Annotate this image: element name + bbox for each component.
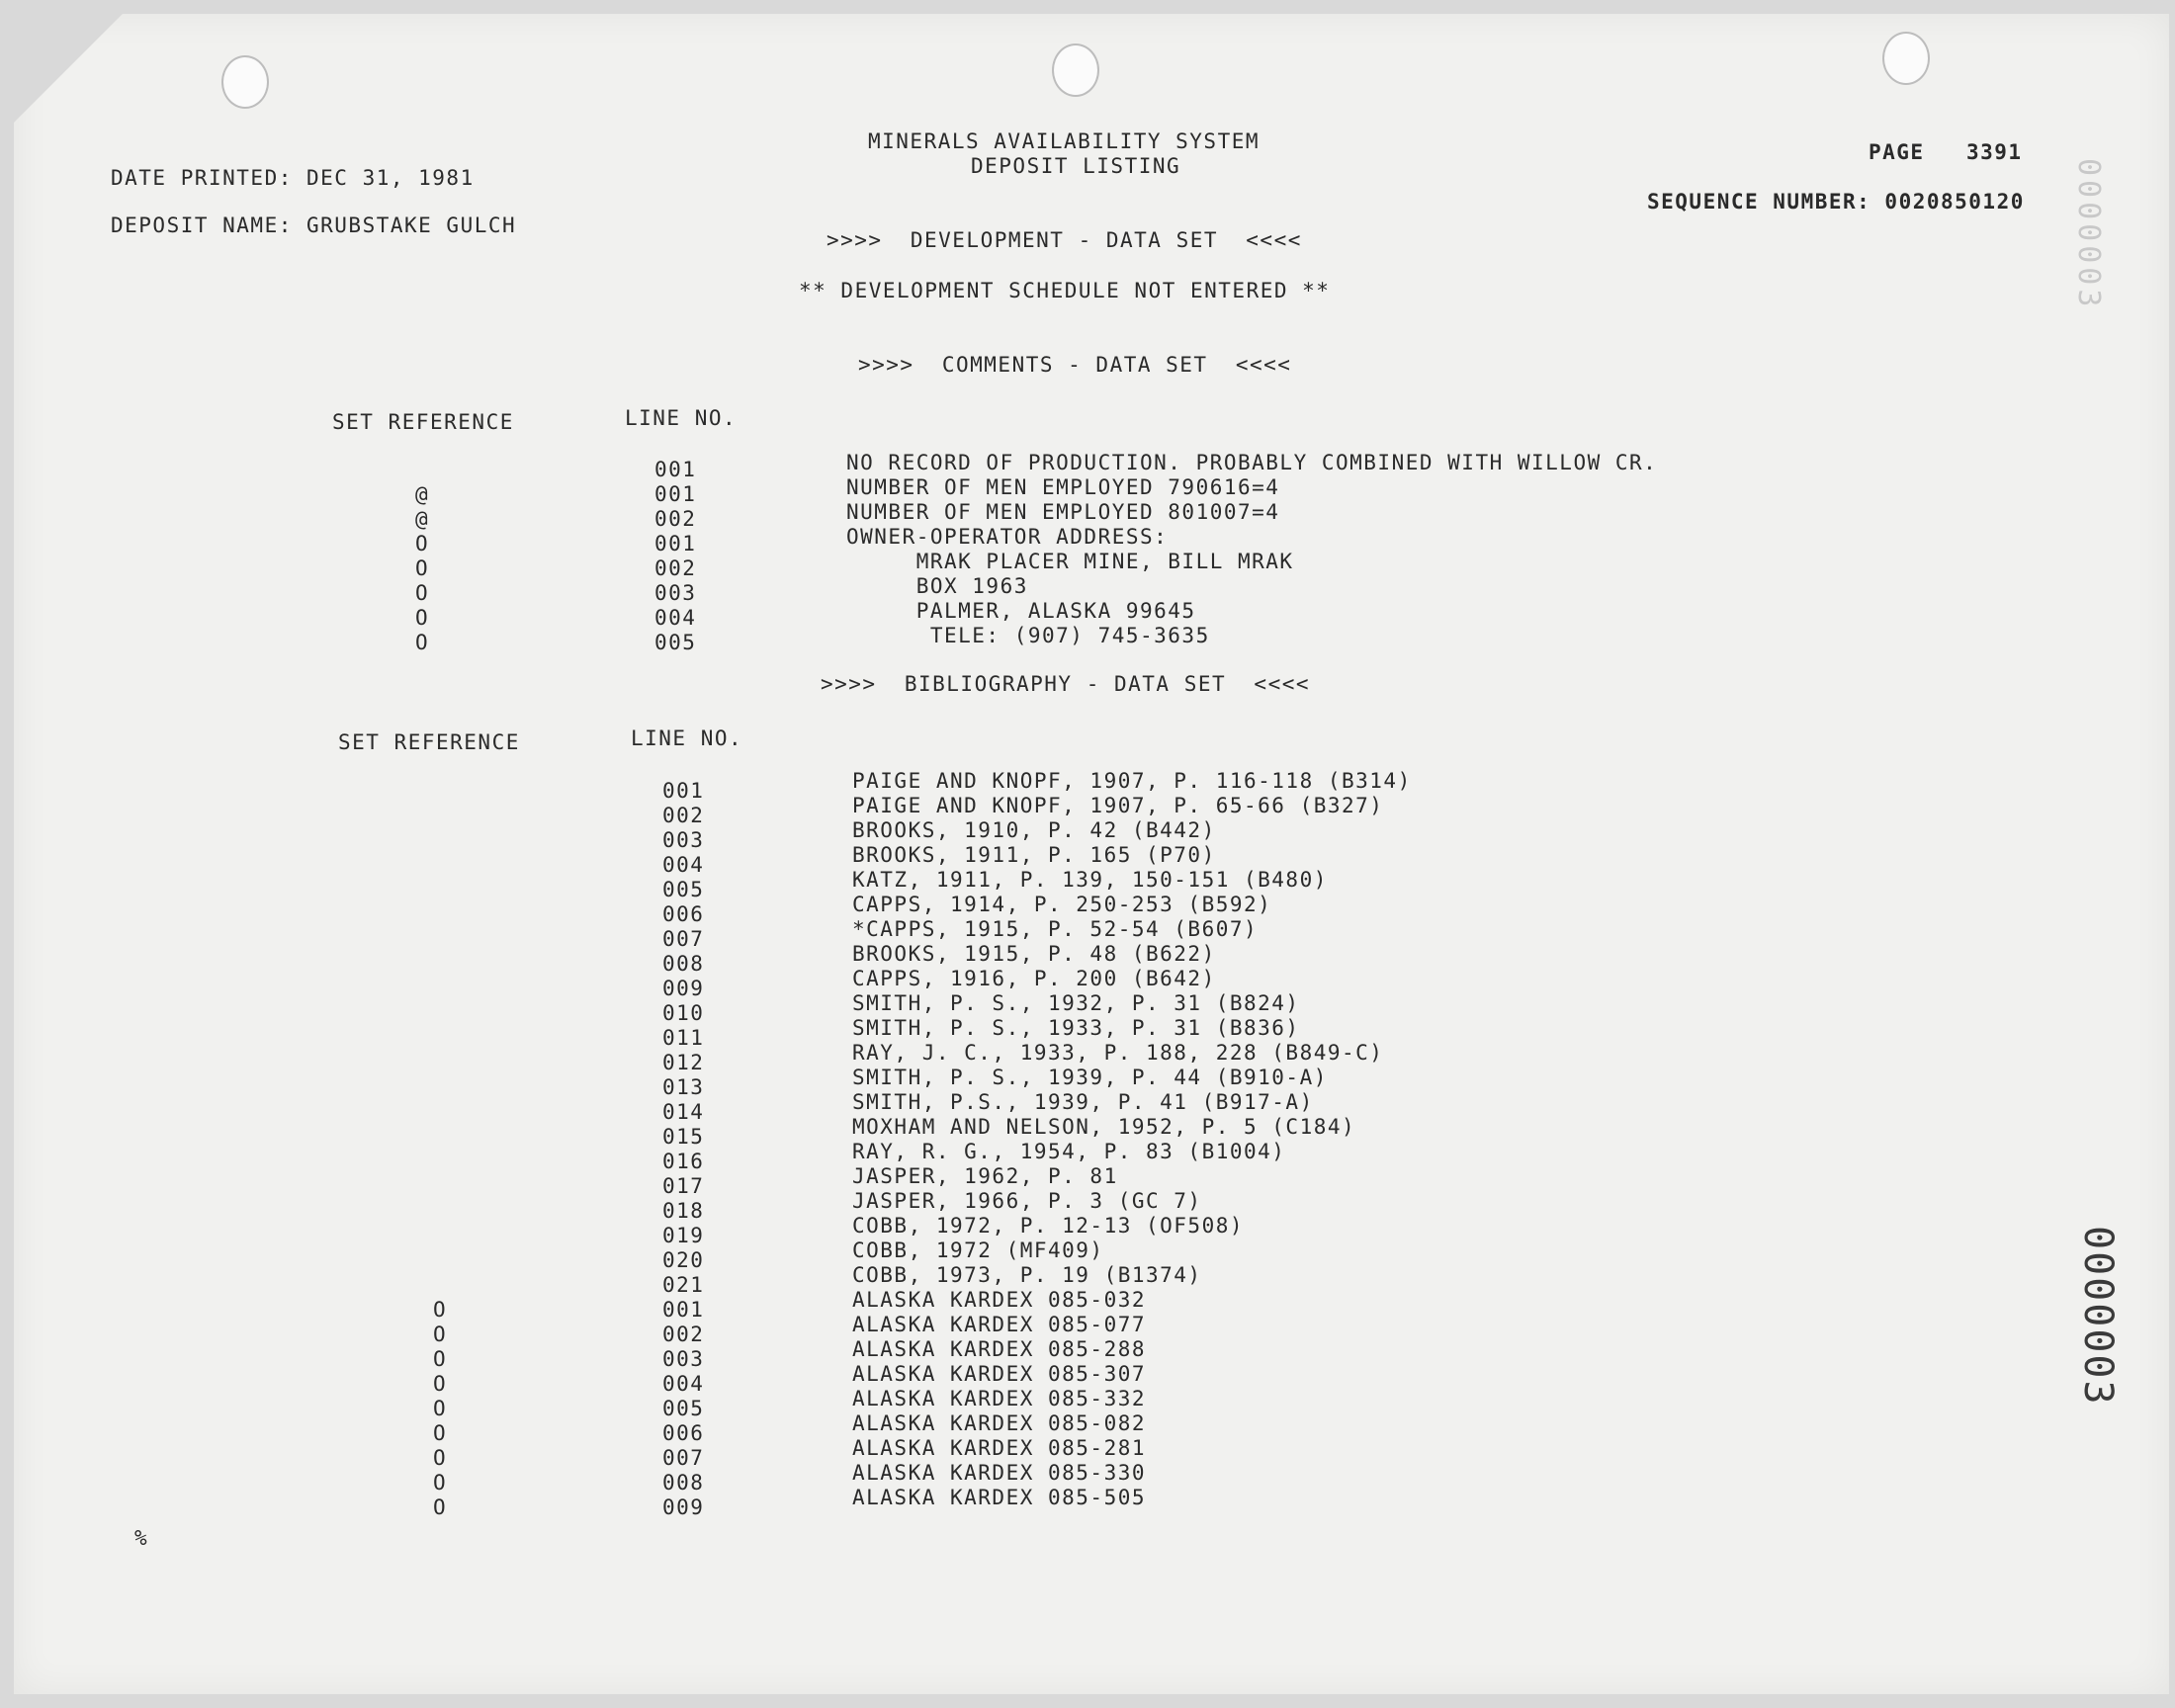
set-ref <box>433 927 447 952</box>
line-no: 014 <box>662 1100 705 1124</box>
citation-text: SMITH, P. S., 1939, P. 44 (B910-A) <box>852 1066 1328 1089</box>
line-no: 021 <box>662 1273 705 1297</box>
set-ref <box>433 1001 447 1026</box>
line-no: 007 <box>662 1446 705 1470</box>
set-ref: O <box>415 606 430 630</box>
set-ref: O <box>433 1421 448 1445</box>
citation-text: PAIGE AND KNOPF, 1907, P. 65-66 (B327) <box>852 794 1384 817</box>
citation-text: BROOKS, 1915, P. 48 (B622) <box>852 942 1216 966</box>
set-ref <box>433 977 447 1001</box>
line-no: 001 <box>654 482 697 506</box>
set-ref: O <box>415 631 430 654</box>
set-ref <box>433 1150 447 1174</box>
set-ref <box>433 828 447 853</box>
citation-text: ALASKA KARDEX 085-281 <box>852 1436 1147 1460</box>
line-no: 015 <box>662 1125 705 1149</box>
set-ref <box>415 458 429 482</box>
line-no: 001 <box>662 779 705 803</box>
set-ref: O <box>433 1471 448 1494</box>
line-no: 012 <box>662 1051 705 1074</box>
set-ref: O <box>433 1372 448 1396</box>
set-ref <box>433 1051 447 1075</box>
listing-title: DEPOSIT LISTING <box>971 154 1181 178</box>
set-ref <box>433 853 447 878</box>
comments-line-numbers <box>654 458 696 655</box>
set-ref <box>433 1075 447 1100</box>
bibliography-col-line-no: LINE NO. <box>631 726 743 750</box>
citation-text: CAPPS, 1914, P. 250-253 (B592) <box>852 893 1272 916</box>
set-ref: O <box>415 556 430 580</box>
comment-text: TELE: (907) 745-3635 <box>846 624 1210 647</box>
comments-col-set-reference: SET REFERENCE <box>332 410 514 434</box>
line-no: 003 <box>662 1347 705 1371</box>
comments-heading: >>>> COMMENTS - DATA SET <<<< <box>858 353 1292 377</box>
set-ref <box>433 1199 447 1224</box>
development-note: ** DEVELOPMENT SCHEDULE NOT ENTERED ** <box>799 279 1331 302</box>
development-heading: >>>> DEVELOPMENT - DATA SET <<<< <box>826 228 1302 252</box>
footer-percent-mark: % <box>134 1526 149 1550</box>
set-ref <box>433 952 447 977</box>
line-no: 004 <box>662 1372 705 1396</box>
line-no: 017 <box>662 1174 705 1198</box>
citation-text: ALASKA KARDEX 085-505 <box>852 1486 1147 1509</box>
line-no: 011 <box>662 1026 705 1050</box>
comments-texts <box>846 451 1657 648</box>
citation-text: RAY, J. C., 1933, P. 188, 228 (B849-C) <box>852 1041 1384 1065</box>
line-no: 006 <box>662 902 705 926</box>
line-no: 003 <box>662 828 705 852</box>
line-no: 008 <box>662 952 705 976</box>
line-no: 020 <box>662 1248 705 1272</box>
citation-text: KATZ, 1911, P. 139, 150-151 (B480) <box>852 868 1328 892</box>
system-title: MINERALS AVAILABILITY SYSTEM <box>868 129 1261 153</box>
citation-text: PAIGE AND KNOPF, 1907, P. 116-118 (B314) <box>852 769 1412 793</box>
torn-corner <box>14 14 123 123</box>
citation-text: MOXHAM AND NELSON, 1952, P. 5 (C184) <box>852 1115 1356 1139</box>
bibliography-texts <box>852 769 1412 1510</box>
bibliography-col-set-reference: SET REFERENCE <box>338 730 520 754</box>
set-ref: O <box>433 1347 448 1371</box>
sequence-number: SEQUENCE NUMBER: 0020850120 <box>1647 190 2025 214</box>
line-no: 005 <box>662 1397 705 1420</box>
deposit-name: DEPOSIT NAME: GRUBSTAKE GULCH <box>111 214 517 237</box>
punch-hole-center <box>1052 43 1099 97</box>
citation-text: ALASKA KARDEX 085-332 <box>852 1387 1147 1410</box>
set-ref: O <box>415 581 430 605</box>
line-no: 009 <box>662 977 705 1000</box>
set-ref: @ <box>415 507 430 531</box>
bibliography-line-numbers <box>662 779 704 1520</box>
set-ref <box>433 1125 447 1150</box>
line-no: 003 <box>654 581 697 605</box>
set-ref <box>433 902 447 927</box>
line-no: 007 <box>662 927 705 951</box>
comment-text: MRAK PLACER MINE, BILL MRAK <box>846 550 1294 573</box>
set-ref: @ <box>415 482 430 506</box>
set-ref <box>433 1174 447 1199</box>
line-no: 001 <box>662 1298 705 1322</box>
line-no: 002 <box>654 507 697 531</box>
citation-text: *CAPPS, 1915, P. 52-54 (B607) <box>852 917 1259 941</box>
citation-text: CAPPS, 1916, P. 200 (B642) <box>852 967 1216 990</box>
citation-text: SMITH, P. S., 1932, P. 31 (B824) <box>852 991 1300 1015</box>
comments-col-line-no: LINE NO. <box>625 406 738 430</box>
bibliography-refs <box>433 779 447 1520</box>
comment-text: NUMBER OF MEN EMPLOYED 790616=4 <box>846 475 1280 499</box>
citation-text: ALASKA KARDEX 085-032 <box>852 1288 1147 1312</box>
line-no: 004 <box>662 853 705 877</box>
citation-text: BROOKS, 1910, P. 42 (B442) <box>852 818 1216 842</box>
set-ref: O <box>433 1446 448 1470</box>
set-ref <box>433 804 447 828</box>
citation-text: SMITH, P.S., 1939, P. 41 (B917-A) <box>852 1090 1314 1114</box>
citation-text: ALASKA KARDEX 085-288 <box>852 1337 1147 1361</box>
line-no: 004 <box>654 606 697 630</box>
line-no: 013 <box>662 1075 705 1099</box>
date-printed: DATE PRINTED: DEC 31, 1981 <box>111 166 475 190</box>
line-no: 001 <box>654 458 697 481</box>
citation-text: ALASKA KARDEX 085-077 <box>852 1313 1147 1336</box>
line-no: 006 <box>662 1421 705 1445</box>
set-ref: O <box>433 1397 448 1420</box>
page-number: PAGE 3391 <box>1869 140 2023 164</box>
citation-text: ALASKA KARDEX 085-307 <box>852 1362 1147 1386</box>
citation-text: ALASKA KARDEX 085-082 <box>852 1411 1147 1435</box>
set-ref <box>433 1273 447 1298</box>
line-no: 005 <box>654 631 697 654</box>
set-ref <box>433 1026 447 1051</box>
line-no: 009 <box>662 1495 705 1519</box>
punch-hole-right <box>1882 32 1930 85</box>
comments-refs <box>415 458 429 655</box>
set-ref: O <box>433 1298 448 1322</box>
comment-text: OWNER-OPERATOR ADDRESS: <box>846 525 1169 549</box>
line-no: 005 <box>662 878 705 901</box>
citation-text: COBB, 1972, P. 12-13 (OF508) <box>852 1214 1245 1238</box>
citation-text: SMITH, P. S., 1933, P. 31 (B836) <box>852 1016 1300 1040</box>
set-ref <box>433 1224 447 1248</box>
citation-text: ALASKA KARDEX 085-330 <box>852 1461 1147 1485</box>
set-ref <box>433 1248 447 1273</box>
citation-text: JASPER, 1962, P. 81 <box>852 1164 1118 1188</box>
comment-text: NUMBER OF MEN EMPLOYED 801007=4 <box>846 500 1280 524</box>
set-ref: O <box>415 532 430 555</box>
punch-hole-left <box>221 55 269 109</box>
comment-text: BOX 1963 <box>846 574 1028 598</box>
citation-text: JASPER, 1966, P. 3 (GC 7) <box>852 1189 1202 1213</box>
bibliography-heading: >>>> BIBLIOGRAPHY - DATA SET <<<< <box>821 672 1311 696</box>
comment-text: NO RECORD OF PRODUCTION. PROBABLY COMBINED WITH WILLOW CR. <box>846 451 1658 474</box>
line-no: 018 <box>662 1199 705 1223</box>
line-no: 019 <box>662 1224 705 1247</box>
comment-text: PALMER, ALASKA 99645 <box>846 599 1196 623</box>
set-ref <box>433 878 447 902</box>
line-no: 002 <box>662 804 705 827</box>
set-ref <box>433 1100 447 1125</box>
line-no: 002 <box>662 1323 705 1346</box>
citation-text: COBB, 1972 (MF409) <box>852 1238 1104 1262</box>
line-no: 002 <box>654 556 697 580</box>
citation-text: BROOKS, 1911, P. 165 (P70) <box>852 843 1216 867</box>
citation-text: RAY, R. G., 1954, P. 83 (B1004) <box>852 1140 1286 1163</box>
faded-margin-stamp: 0000003 <box>2071 158 2106 311</box>
line-no: 016 <box>662 1150 705 1173</box>
line-no: 010 <box>662 1001 705 1025</box>
margin-frame-stamp: 0000003 <box>2075 1226 2121 1407</box>
set-ref: O <box>433 1495 448 1519</box>
set-ref <box>433 779 447 804</box>
line-no: 008 <box>662 1471 705 1494</box>
citation-text: COBB, 1973, P. 19 (B1374) <box>852 1263 1202 1287</box>
set-ref: O <box>433 1323 448 1346</box>
line-no: 001 <box>654 532 697 555</box>
